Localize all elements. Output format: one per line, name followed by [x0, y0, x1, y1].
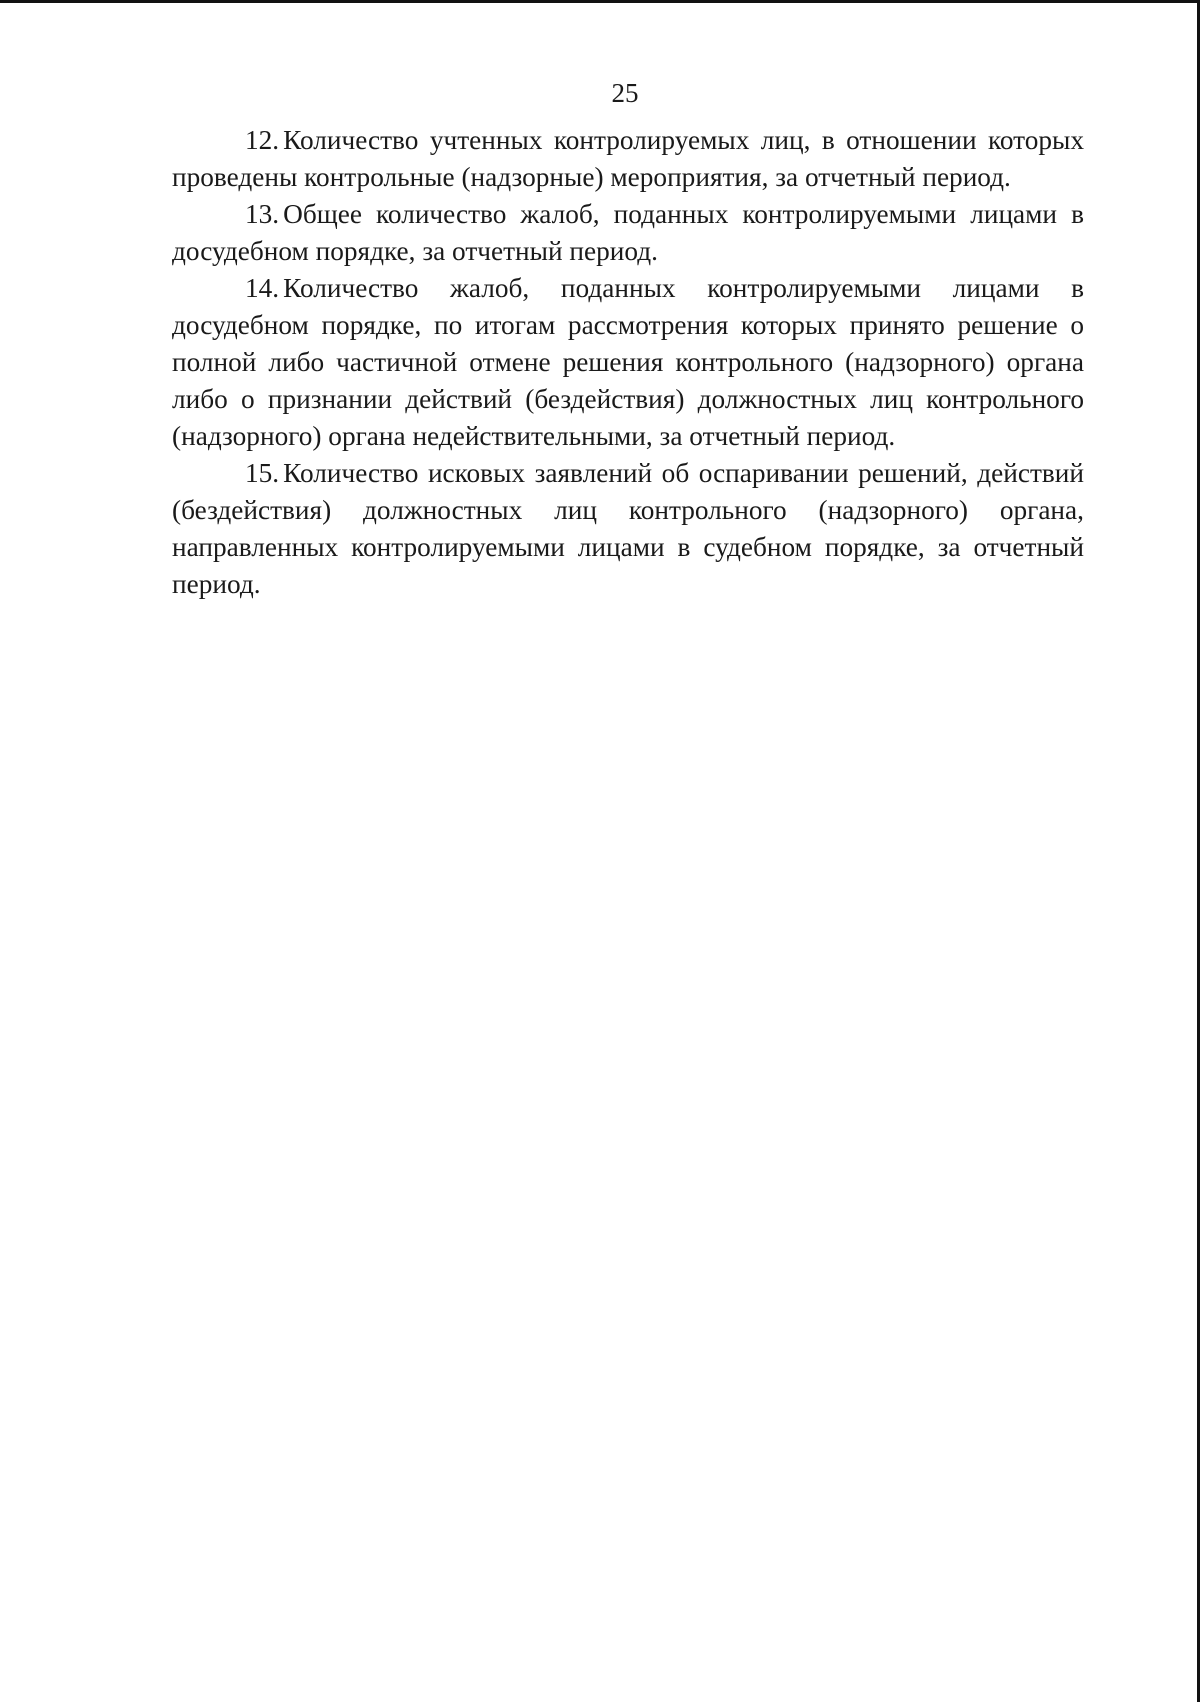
scan-top-edge [0, 0, 1200, 3]
page-number: 25 [611, 78, 639, 108]
paragraph-text: Количество учтенных контролируемых лиц, в отношении которых проведены контрольные (надзорные) мероприятия, за отчетный период. [172, 125, 1084, 192]
paragraph-13 [172, 196, 1084, 270]
paragraph-number: 12. [245, 125, 280, 155]
paragraph-number: 15. [245, 458, 280, 488]
paragraph-text: Количество исковых заявлений об оспаривании решений, действий (бездействия) должностных лиц контрольного (надзорного) органа, направленных контролируемыми лицами в судебном порядке, за отчетный период. [172, 458, 1084, 599]
document-body [172, 122, 1084, 603]
paragraph-number: 13. [245, 199, 280, 229]
paragraph-12 [172, 122, 1084, 196]
paragraph-number: 14. [245, 273, 280, 303]
paragraph-text: Количество жалоб, поданных контролируемыми лицами в досудебном порядке, по итогам рассмотрения которых принято решение о полной либо частичной отмене решения контрольного (надзорного) органа либо о признании действий (бездействия) должностных лиц контрольного (надзорного) органа недействительными, за отчетный период. [172, 273, 1084, 451]
paragraph-text: Общее количество жалоб, поданных контролируемыми лицами в досудебном порядке, за отчетный период. [172, 199, 1084, 266]
paragraph-15 [172, 455, 1084, 603]
paragraph-14 [172, 270, 1084, 455]
